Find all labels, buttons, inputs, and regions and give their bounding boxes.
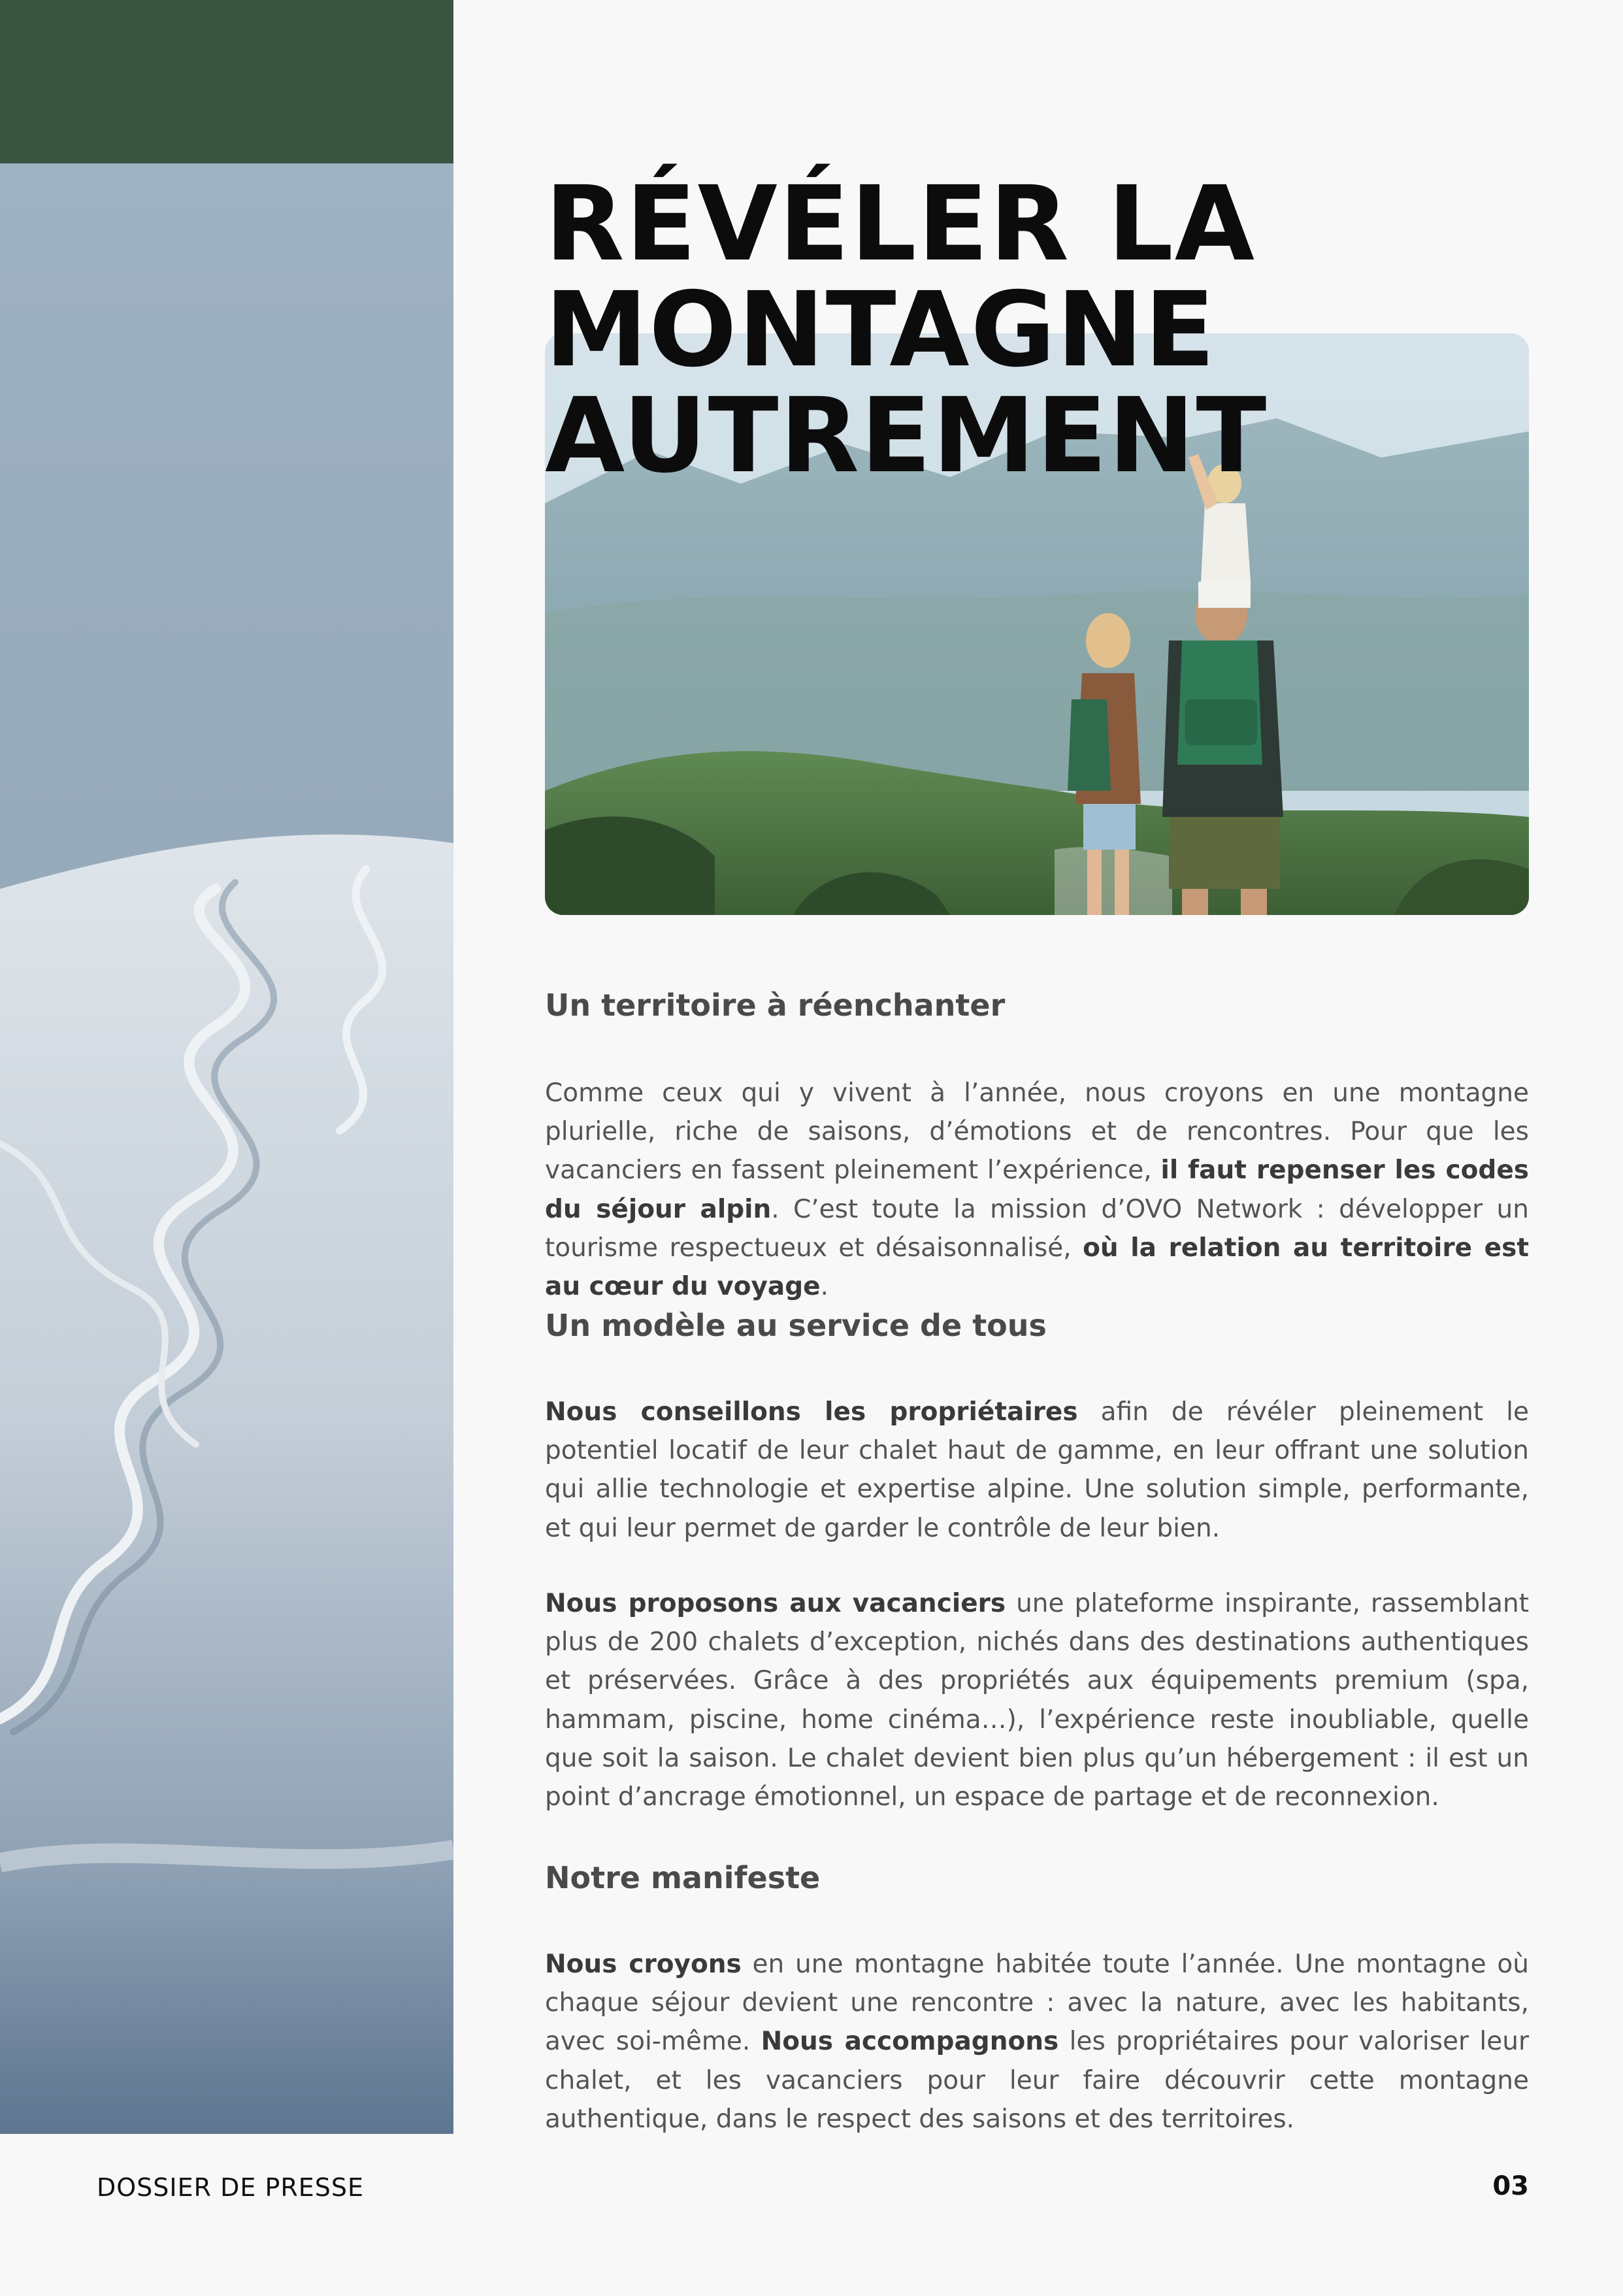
paragraph-vacanciers [545,1584,1529,1816]
paragraph-proprietaires [545,1393,1529,1548]
paragraph-text: . [820,1272,829,1302]
title-line-2: MONTAGNE [545,270,1217,390]
paragraph-bold: il faut repenser les codes du séjour alpin [545,1156,1530,1224]
title-line-3: AUTREMENT [545,376,1268,496]
page-number: 03 [1492,2171,1529,2201]
paragraph-text: les propriétaires pour valoriser leur chalet, et les vacanciers pour leur faire découvrir cette montagne authentique, dans le respect des saisons et des territoires. [545,2027,1529,2134]
section-heading-territoire: Un territoire à réenchanter [545,988,1006,1023]
snow-slope-photo [0,163,453,2134]
paragraph-text: en une montagne habitée toute l’année. Une montagne où chaque séjour devient une rencontre : avec la nature, avec les habitants, avec soi-même. [545,1950,1529,2057]
paragraph-text: Comme ceux qui y vivent à l’année, nous croyons en une montagne plurielle, riche de saisons, d’émotions et de rencontres. Pour que les vacanciers en fassent pleinement l’expérience, [545,1078,1529,1186]
green-accent-block [0,0,453,163]
paragraph-text: afin de révéler pleinement le potentiel locatif de leur chalet haut de gamme, en leur offrant une solution qui allie technologie et expertise alpine. Une solution simple, performante, et qui leur permet de garder le contrôle de leur bien. [545,1397,1529,1543]
paragraph-bold: Nous conseillons les propriétaires [545,1397,1078,1427]
paragraph-bold: où la relation au territoire est au cœur du voyage [545,1233,1529,1302]
paragraph-bold: Nous accompagnons [761,2027,1059,2057]
footer-label: DOSSIER DE PRESSE [97,2173,365,2202]
paragraph-bold: Nous proposons aux vacanciers [545,1589,1006,1618]
paragraph-manifeste [545,1945,1529,2138]
section-heading-modele: Un modèle au service de tous [545,1308,1047,1343]
title-line-1: RÉVÉLER LA [545,164,1256,284]
paragraph-text: . C’est toute la mission d’OVO Network : développer un tourisme respectueux et désaisonnalisé, [545,1194,1529,1263]
paragraph-text: une plateforme inspirante, rassemblant plus de 200 chalets d’exception, nichés dans des destinations authentiques et préservées. Grâce à des propriétés aux équipements premium (spa, hammam, piscine, home cinéma…), l’expérience reste inoubliable, quelle que soit la saison. Le chalet devient bien plus qu’un hébergement : il est un point d’ancrage émotionnel, un espace de partage et de reconnexion. [545,1589,1529,1812]
section-heading-manifeste: Notre manifeste [545,1860,821,1895]
paragraph-bold: Nous croyons [545,1950,742,1979]
paragraph-territoire [545,1074,1529,1306]
page-title [545,164,1525,496]
